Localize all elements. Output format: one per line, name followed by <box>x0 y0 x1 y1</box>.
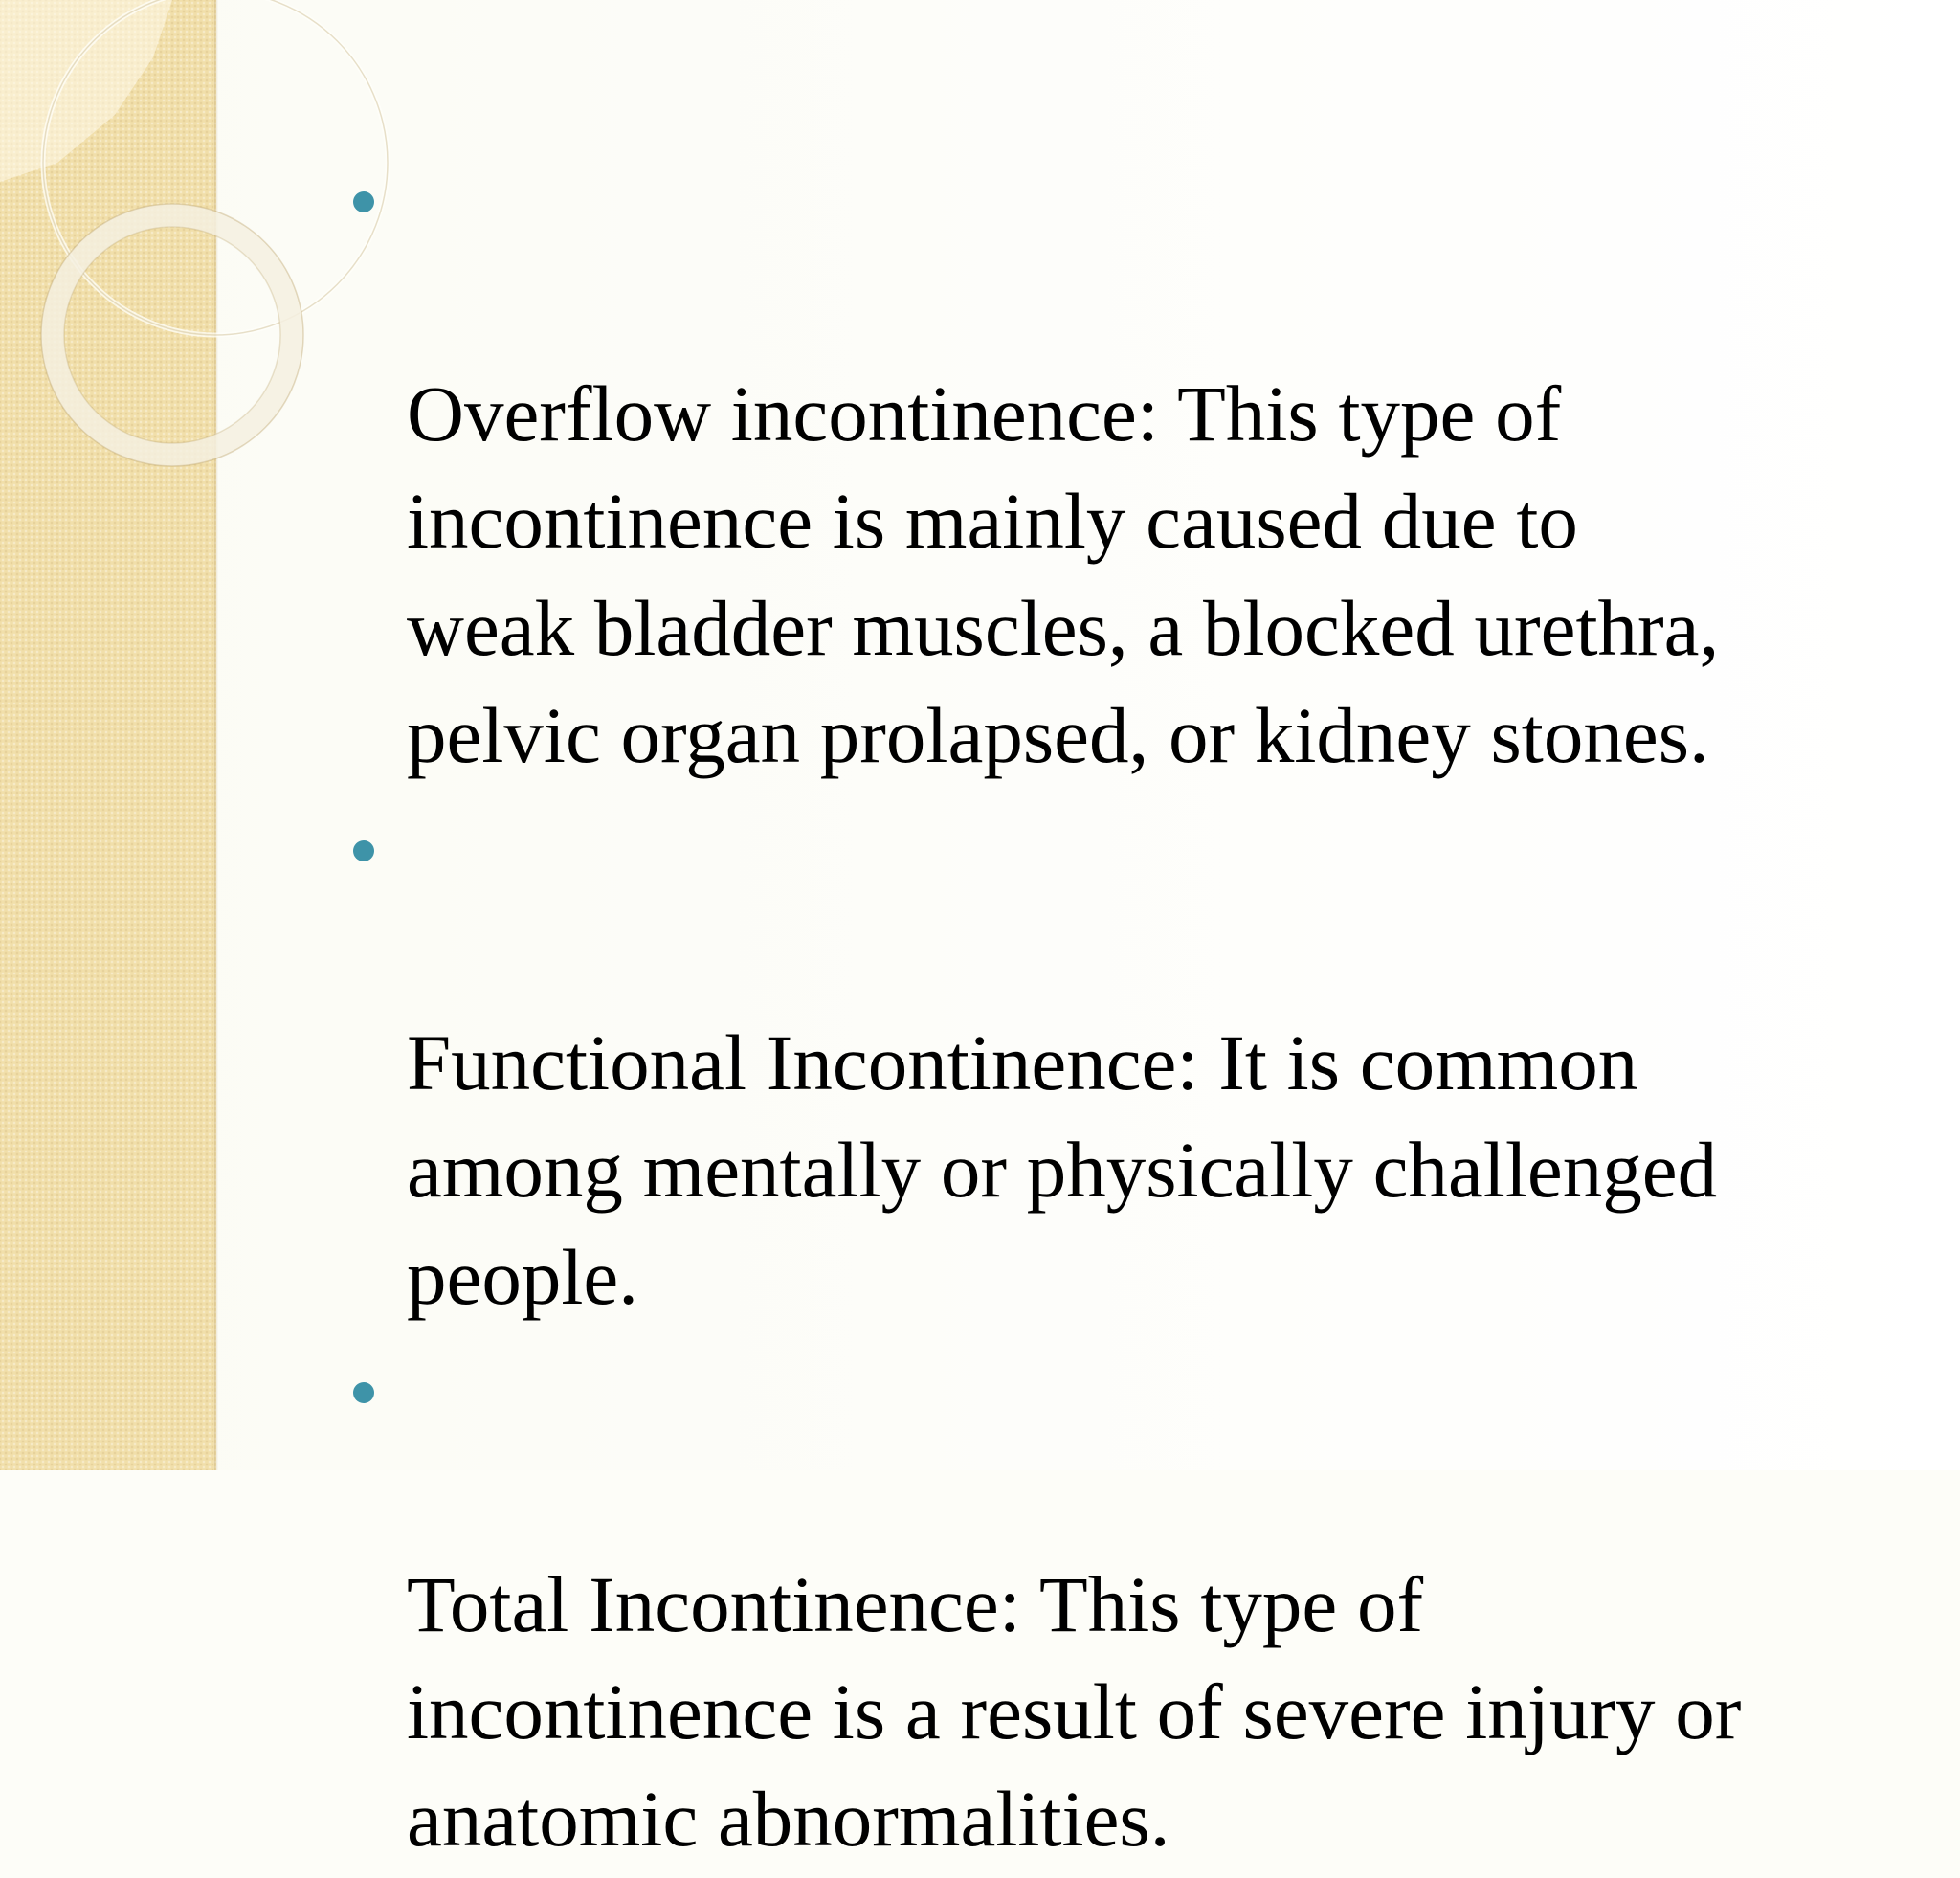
bullet-text: Total Incontinence: This type of incontinence is a result of severe injury or anatomic abnormalities. <box>407 1560 1742 1863</box>
bullet-list <box>340 145 1909 1878</box>
bullet-text: Functional Incontinence: It is common among mentally or physically challenged people. <box>407 1018 1718 1321</box>
bullet-item-total-incontinence <box>340 1336 1909 1872</box>
bullet-item-overflow-incontinence <box>340 145 1909 789</box>
decorative-rings <box>0 0 249 498</box>
bullet-text: Overflow incontinence: This type of incontinence is mainly caused due to weak bladder muscles, a blocked urethra, pelvic organ prolapsed, or kidney stones. <box>407 369 1720 779</box>
bullet-dot-icon <box>353 191 374 212</box>
bullet-dot-icon <box>353 1382 374 1403</box>
bullet-dot-icon <box>353 840 374 861</box>
bullet-item-functional-incontinence <box>340 794 1909 1330</box>
